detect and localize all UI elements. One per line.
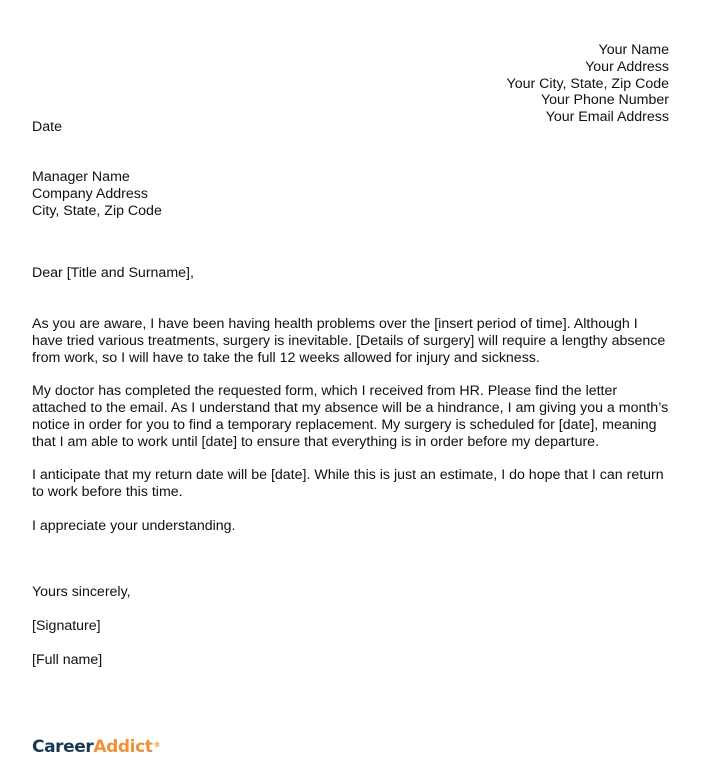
- body-paragraph-3: I anticipate that my return date will be [date]. While this is just an estimate, I do hope that I can return to work before this time.: [32, 467, 664, 500]
- recipient-address: Company Address: [32, 185, 148, 202]
- registered-mark: ®: [153, 741, 161, 749]
- body-paragraph-2: My doctor has completed the requested form, which I received from HR. Please find the letter attached to the email. As I understand that my absence will be a hindrance, I am giving you a month’s notice in order for you to find a temporary replacement. My surgery is scheduled for [date], meaning that I am able to work until [date] to ensure that everything is in order before my departure.: [32, 383, 669, 450]
- sender-phone: Your Phone Number: [540, 92, 669, 109]
- letter-page: [32, 0, 669, 782]
- sender-address: Your Address: [585, 58, 669, 75]
- letter-date: Date: [32, 119, 62, 135]
- sender-city: Your City, State, Zip Code: [506, 75, 669, 92]
- signature: [Signature]: [32, 618, 101, 634]
- careeraddict-logo: [32, 736, 160, 758]
- salutation: Dear [Title and Surname],: [32, 265, 194, 281]
- sender-block: [507, 42, 669, 126]
- logo-text-addict: Addict: [93, 737, 153, 757]
- recipient-city: City, State, Zip Code: [32, 202, 162, 219]
- letter-body: [32, 316, 669, 551]
- body-paragraph-4: I appreciate your understanding.: [32, 517, 236, 534]
- closing: Yours sincerely,: [32, 584, 131, 600]
- sender-name: Your Name: [598, 42, 669, 58]
- recipient-block: [32, 169, 162, 219]
- full-name: [Full name]: [32, 652, 103, 668]
- recipient-name: Manager Name: [32, 169, 130, 185]
- body-paragraph-1: As you are aware, I have been having health problems over the [insert period of time]. Although I have tried various treatments, surgery is inevitable. [Details of surgery] will require a lengthy absence from work, so I will have to take the full 12 weeks allowed for injury and sickness.: [32, 316, 666, 366]
- sender-email: Your Email Address: [545, 109, 669, 126]
- logo-text-career: Career: [32, 737, 94, 757]
